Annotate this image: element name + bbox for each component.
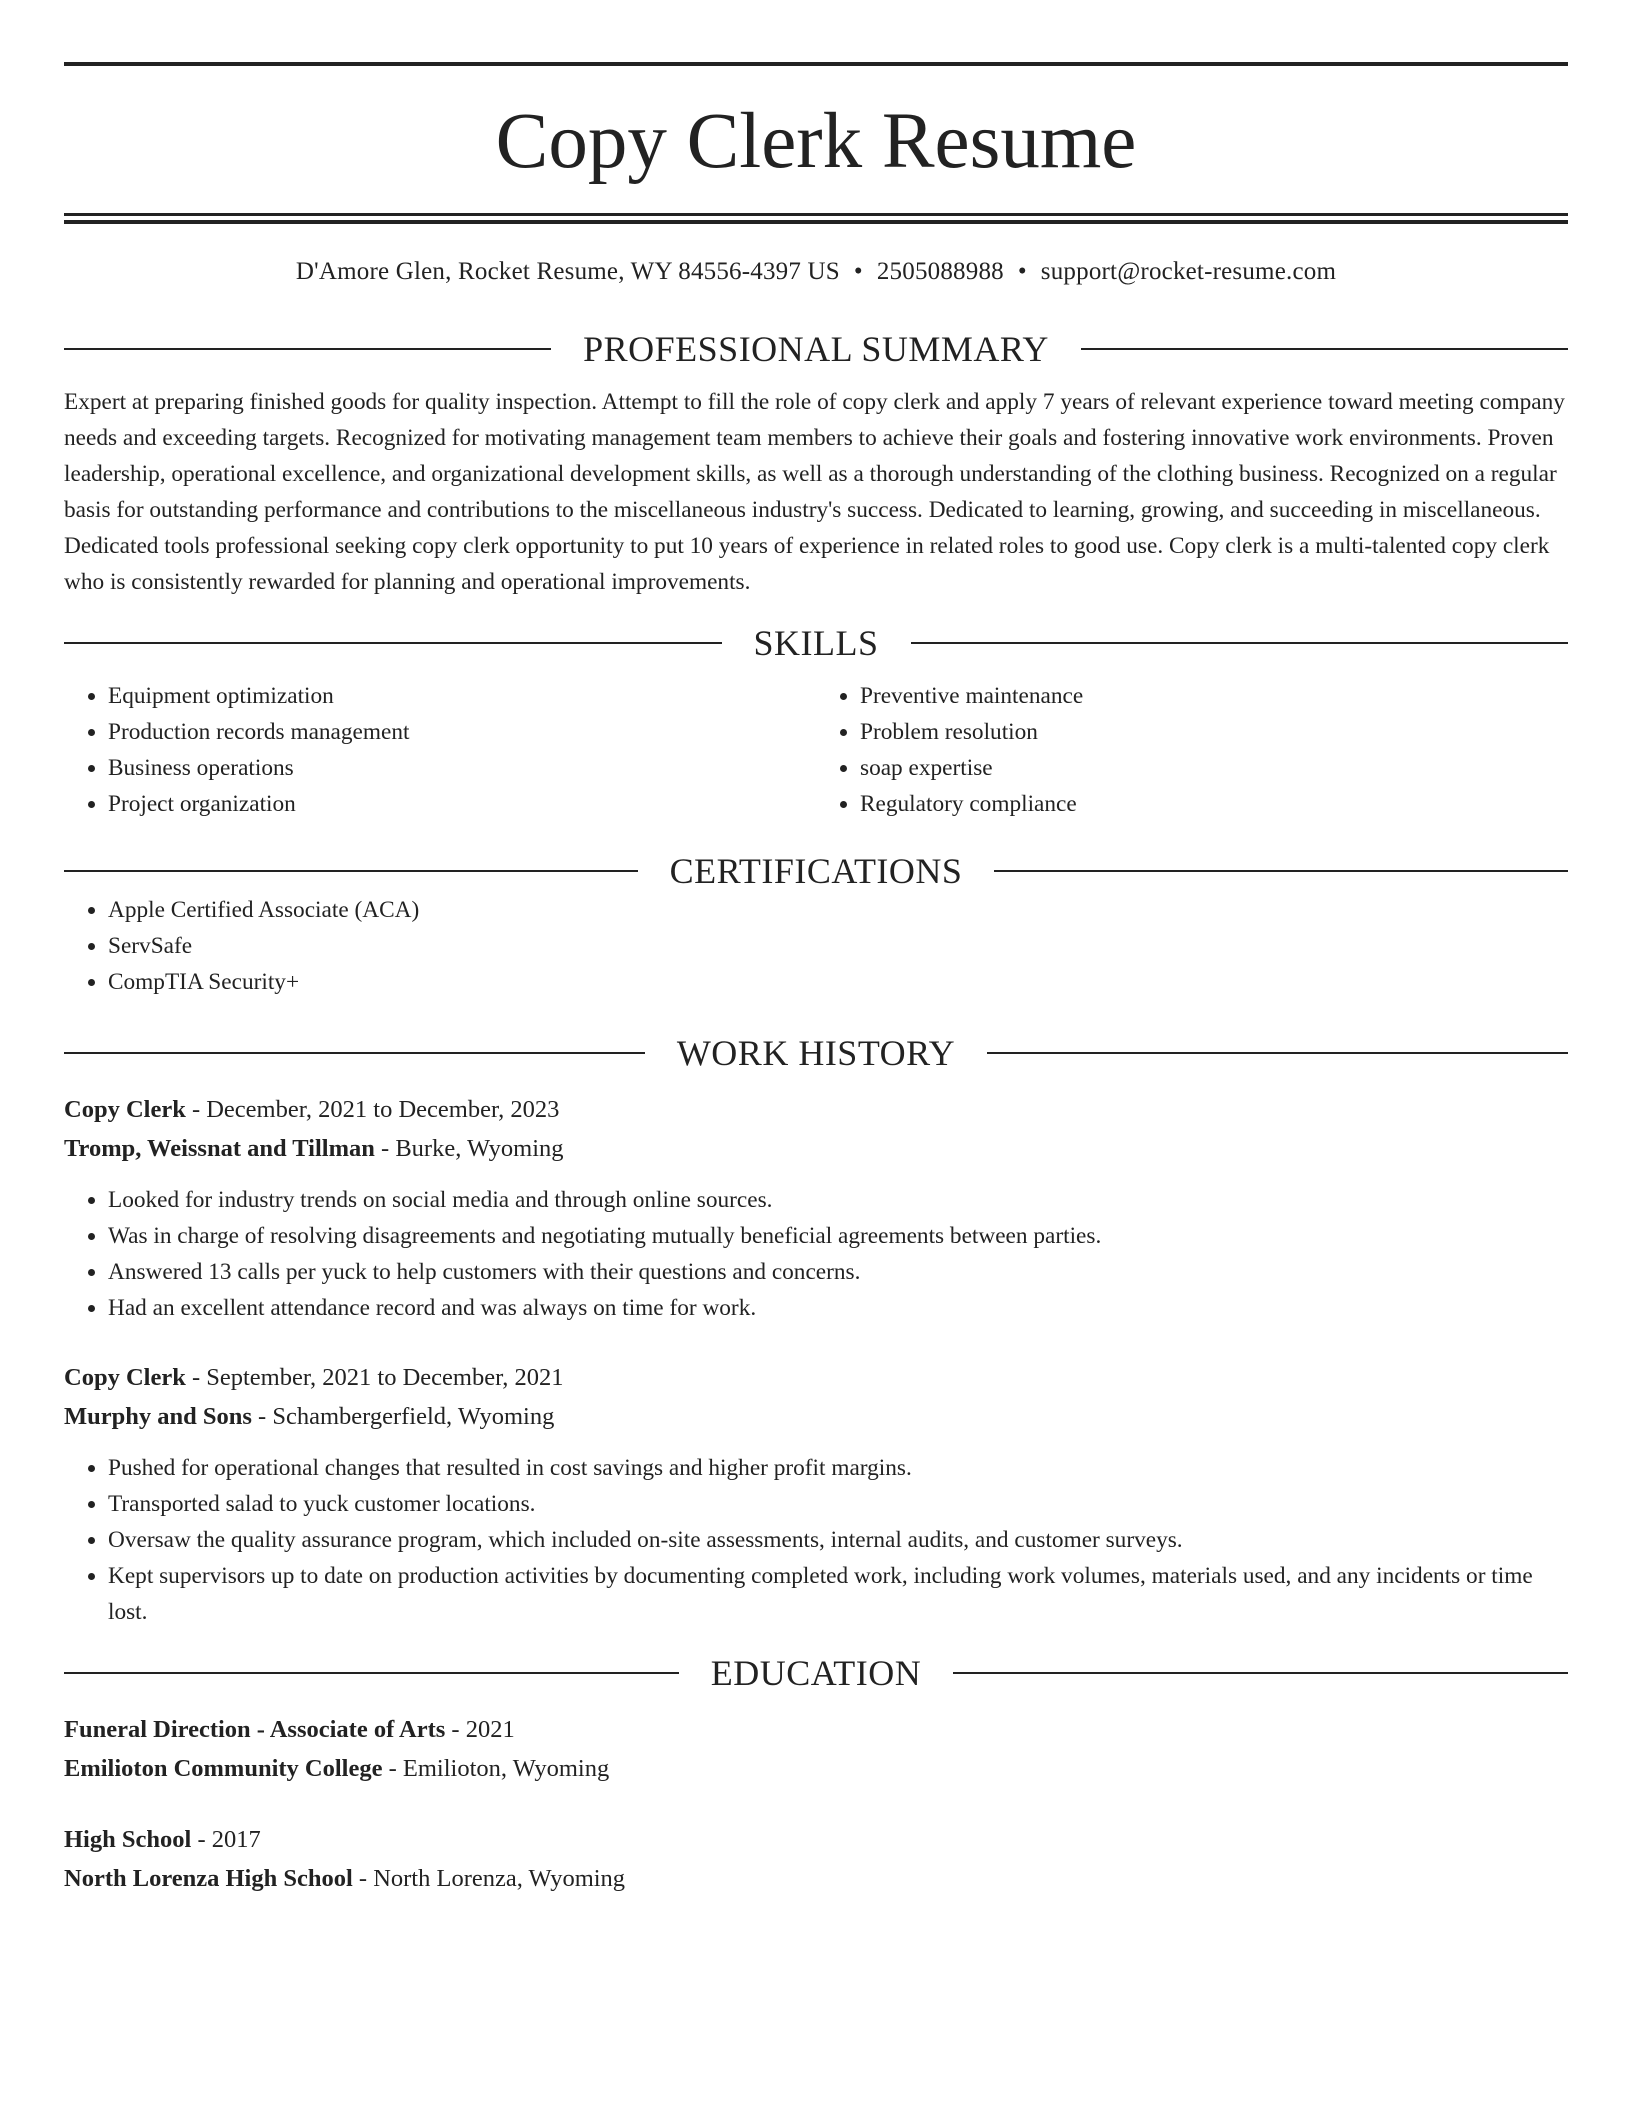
job-company: Murphy and Sons — [64, 1403, 252, 1430]
heading-rule-right — [1081, 348, 1568, 350]
education-year: - 2017 — [191, 1826, 261, 1853]
job-title: Copy Clerk — [64, 1096, 186, 1123]
education-degree-line — [64, 1710, 1568, 1749]
education-degree: High School — [64, 1826, 192, 1853]
job-bullet: • Answered 13 calls per yuck to help customers with their questions and concerns. — [108, 1254, 1568, 1290]
certifications-list — [64, 892, 1568, 1000]
job-bullet: • Kept supervisors up to date on production activities by documenting completed work, including work volumes, materials used, and any incidents or time lost. — [108, 1558, 1568, 1630]
contact-separator: • — [853, 258, 863, 285]
job-company: Tromp, Weissnat and Tillman — [64, 1135, 375, 1162]
certifications-section-heading — [64, 850, 1568, 892]
top-rule — [64, 62, 1568, 66]
education-entry — [64, 1820, 1568, 1898]
job-bullet: • Pushed for operational changes that resulted in cost savings and higher profit margins. — [108, 1450, 1568, 1486]
job-title: Copy Clerk — [64, 1364, 186, 1391]
job-bullet: • Oversaw the quality assurance program, which included on-site assessments, internal audits, and customer surveys. — [108, 1522, 1568, 1558]
heading-rule-left — [64, 348, 551, 350]
skills-section-heading — [64, 622, 1568, 664]
job-dates: - September, 2021 to December, 2021 — [185, 1364, 564, 1391]
education-section-heading — [64, 1652, 1568, 1694]
education-heading-label: EDUCATION — [710, 1653, 922, 1693]
summary-heading-label: PROFESSIONAL SUMMARY — [583, 329, 1049, 369]
heading-rule-left — [64, 642, 722, 644]
job-dates: - December, 2021 to December, 2023 — [185, 1096, 560, 1123]
heading-rule-right — [987, 1052, 1568, 1054]
certifications-heading-label: CERTIFICATIONS — [669, 851, 963, 891]
skill-item: • Business operations — [108, 750, 816, 786]
contact-line — [64, 258, 1568, 286]
education-location: - North Lorenza, Wyoming — [352, 1865, 626, 1892]
skill-item: • Regulatory compliance — [860, 786, 1568, 822]
heading-rule-right — [994, 870, 1568, 872]
contact-email: support@rocket-resume.com — [1040, 258, 1337, 285]
job-bullets — [64, 1450, 1568, 1630]
heading-rule-right — [953, 1672, 1568, 1674]
skill-item: • Problem resolution — [860, 714, 1568, 750]
skill-item: • Preventive maintenance — [860, 678, 1568, 714]
job-bullets — [64, 1182, 1568, 1326]
skills-list-right — [816, 678, 1568, 822]
education-degree: Funeral Direction - Associate of Arts — [64, 1716, 446, 1743]
education-school: Emilioton Community College — [64, 1755, 383, 1782]
certification-item: • Apple Certified Associate (ACA) — [108, 892, 1568, 928]
job-location: - Schambergerfield, Wyoming — [251, 1403, 555, 1430]
skill-item: • Production records management — [108, 714, 816, 750]
education-entry — [64, 1710, 1568, 1788]
job-entry — [64, 1358, 1568, 1630]
education-school-line — [64, 1859, 1568, 1898]
job-bullet: • Had an excellent attendance record and was always on time for work. — [108, 1290, 1568, 1326]
work-history-section-heading — [64, 1032, 1568, 1074]
work-history-heading-label: WORK HISTORY — [676, 1033, 956, 1073]
education-year: - 2021 — [445, 1716, 515, 1743]
education-degree-line — [64, 1820, 1568, 1859]
heading-rule-right — [911, 642, 1569, 644]
heading-rule-left — [64, 870, 638, 872]
contact-address: D'Amore Glen, Rocket Resume, WY 84556-4397 US — [295, 258, 840, 285]
page-title: Copy Clerk Resume — [495, 98, 1137, 185]
contact-separator: • — [1017, 258, 1027, 285]
heading-rule-left — [64, 1052, 645, 1054]
summary-paragraph: Expert at preparing finished goods for quality inspection. Attempt to fill the role of copy clerk and apply 7 years of relevant experience toward meeting company needs and exceeding targets. Recognized for motivating management team members to achieve their goals and fostering innovative work environments. Proven leadership, operational excellence, and organizational development skills, as well as a thorough understanding of the clothing business. Recognized on a regular basis for outstanding performance and contributions to the miscellaneous industry's success. Dedicated to learning, growing, and succeeding in miscellaneous. Dedicated tools professional seeking copy clerk opportunity to put 10 years of experience in related roles to good use. Copy clerk is a multi-talented copy clerk who is consistently rewarded for planning and operational improvements. — [64, 389, 1565, 595]
certification-item: • ServSafe — [108, 928, 1568, 964]
education-school-line — [64, 1749, 1568, 1788]
job-bullet: • Transported salad to yuck customer locations. — [108, 1486, 1568, 1522]
skill-item: • Equipment optimization — [108, 678, 816, 714]
job-title-line — [64, 1090, 1568, 1129]
title-double-rule — [64, 213, 1568, 224]
skills-list-left — [64, 678, 816, 822]
education-school: North Lorenza High School — [64, 1865, 353, 1892]
skill-item: • Project organization — [108, 786, 816, 822]
job-entry — [64, 1090, 1568, 1326]
job-bullet: • Looked for industry trends on social media and through online sources. — [108, 1182, 1568, 1218]
education-location: - Emilioton, Wyoming — [382, 1755, 610, 1782]
skills-grid — [64, 678, 1568, 822]
contact-phone: 2505088988 — [876, 258, 1004, 285]
heading-rule-left — [64, 1672, 679, 1674]
job-bullet: • Was in charge of resolving disagreements and negotiating mutually beneficial agreements between parties. — [108, 1218, 1568, 1254]
certification-item: • CompTIA Security+ — [108, 964, 1568, 1000]
job-company-line — [64, 1397, 1568, 1436]
skills-heading-label: SKILLS — [753, 623, 879, 663]
job-location: - Burke, Wyoming — [374, 1135, 564, 1162]
summary-section-heading — [64, 328, 1568, 370]
job-title-line — [64, 1358, 1568, 1397]
skill-item: • soap expertise — [860, 750, 1568, 786]
job-company-line — [64, 1129, 1568, 1168]
